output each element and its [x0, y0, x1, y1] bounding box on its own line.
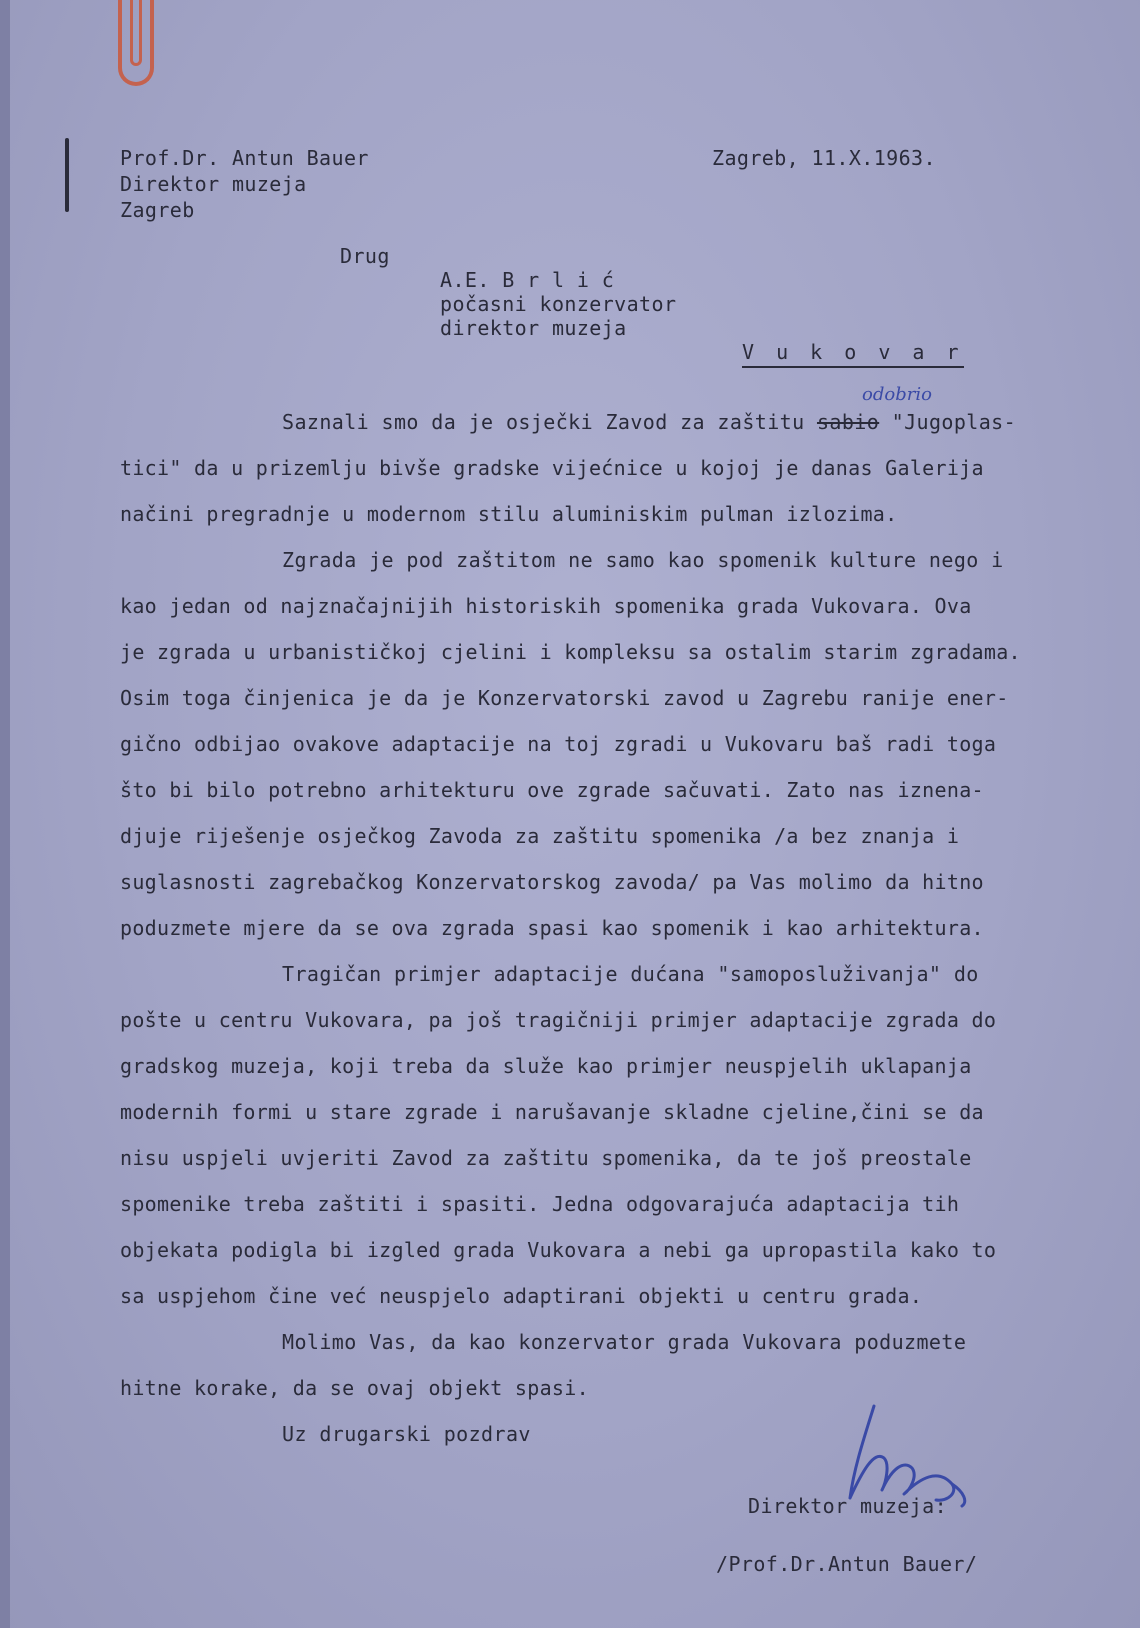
recipient-name: A.E. B r l i ć — [440, 268, 615, 292]
body-text: "Jugoplas- — [879, 410, 1017, 434]
signature-role: Direktor muzeja: — [748, 1494, 948, 1518]
struck-word: sabio — [816, 410, 880, 434]
body-line: pošte u centru Vukovara, pa još tragičniji primjer adaptacije zgrada do — [120, 1008, 997, 1032]
body-line: Osim toga činjenica je da je Konzervatorski zavod u Zagrebu ranije ener- — [120, 686, 1009, 710]
body-line: Tragičan primjer adaptacije dućana "samoposluživanja" do — [282, 962, 979, 986]
handwritten-correction: odobrio — [862, 384, 932, 405]
body-line: modernih formi u stare zgrade i narušavanje skladne cjeline,čini se da — [120, 1100, 984, 1124]
sender-title: Direktor muzeja — [120, 172, 307, 196]
sender-name: Prof.Dr. Antun Bauer — [120, 146, 369, 170]
handwritten-signature — [840, 1398, 990, 1508]
salutation: Drug — [340, 244, 390, 268]
margin-mark — [65, 138, 69, 212]
body-line: gradskog muzeja, koji treba da služe kao primjer neuspjelih uklapanja — [120, 1054, 972, 1078]
closing: Uz drugarski pozdrav — [282, 1422, 531, 1446]
body-line: hitne korake, da se ovaj objekt spasi. — [120, 1376, 589, 1400]
body-line: gično odbijao ovakove adaptacije na toj zgradi u Vukovaru baš radi toga — [120, 732, 997, 756]
body-line: kao jedan od najznačajnijih historiskih spomenika grada Vukovara. Ova — [120, 594, 972, 618]
body-line: spomenike treba zaštiti i spasiti. Jedna odgovarajuća adaptacija tih — [120, 1192, 960, 1216]
body-line: poduzmete mjere da se ova zgrada spasi kao spomenik i kao arhitektura. — [120, 916, 984, 940]
letter-date: Zagreb, 11.X.1963. — [712, 146, 936, 170]
body-line: djuje riješenje osječkog Zavoda za zaštitu spomenika /a bez znanja i — [120, 824, 960, 848]
body-line — [282, 410, 1016, 434]
body-line: tici" da u prizemlju bivše gradske vijećnice u kojoj je danas Galerija — [120, 456, 984, 480]
recipient-place — [742, 340, 964, 364]
body-line: suglasnosti zagrebačkog Konzervatorskog zavoda/ pa Vas molimo da hitno — [120, 870, 984, 894]
paperclip-inner-icon — [130, 0, 142, 66]
signature-name: /Prof.Dr.Antun Bauer/ — [716, 1552, 978, 1576]
sender-city: Zagreb — [120, 198, 195, 222]
body-line: je zgrada u urbanističkoj cjelini i kompleksu sa ostalim starim zgradama. — [120, 640, 1021, 664]
body-line: nisu uspjeli uvjeriti Zavod za zaštitu spomenika, da te još preostale — [120, 1146, 972, 1170]
body-line: Zgrada je pod zaštitom ne samo kao spomenik kulture nego i — [282, 548, 1004, 572]
body-line: što bi bilo potrebno arhitekturu ove zgrade sačuvati. Zato nas iznena- — [120, 778, 984, 802]
recipient-place-text: V u k o v a r — [742, 340, 964, 368]
body-text: Saznali smo da je osječki Zavod za zaštitu — [282, 410, 817, 434]
body-line: sa uspjehom čine već neuspjelo adaptirani objekti u centru grada. — [120, 1284, 923, 1308]
page-edge-shadow — [0, 0, 10, 1628]
recipient-title-2: direktor muzeja — [440, 316, 627, 340]
body-line: objekata podigla bi izgled grada Vukovara a nebi ga upropastila kako to — [120, 1238, 997, 1262]
body-line: Molimo Vas, da kao konzervator grada Vukovara poduzmete — [282, 1330, 967, 1354]
recipient-title-1: počasni konzervator — [440, 292, 677, 316]
body-line: načini pregradnje u modernom stilu aluminiskim pulman izlozima. — [120, 502, 898, 526]
